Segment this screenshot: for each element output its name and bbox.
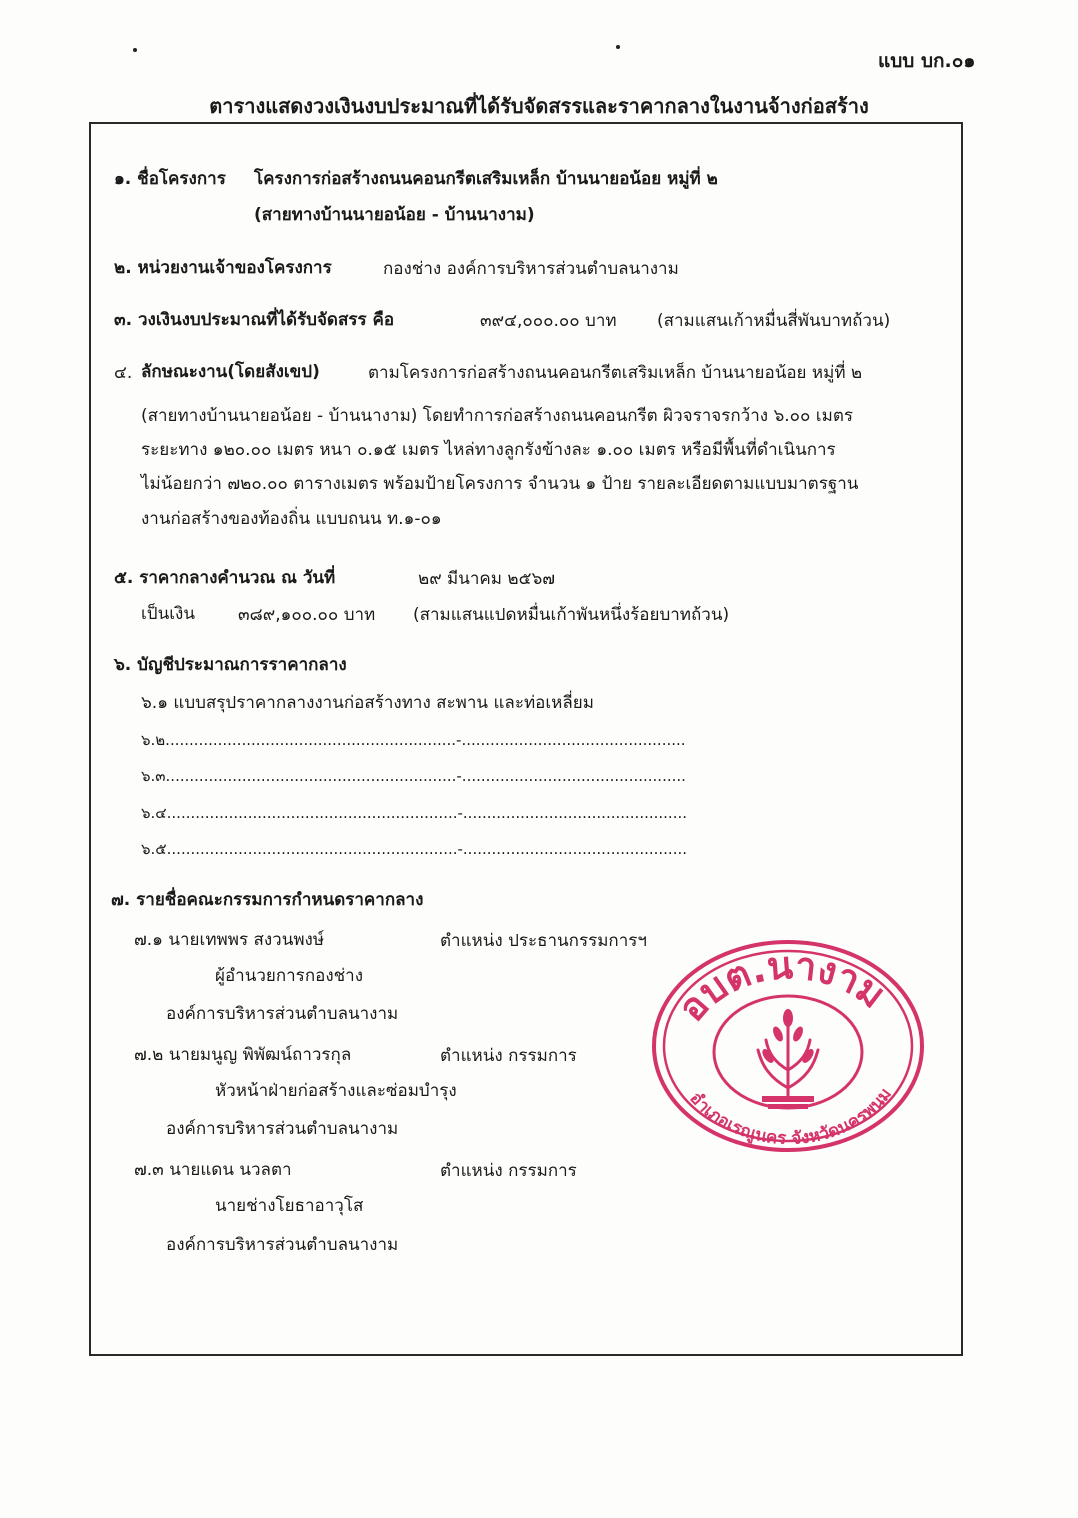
committee-member-position: ตำแหน่ง กรรมการ [440,1046,577,1066]
svg-text:อำเภอเรณูนคร จังหวัดนครพนม: อำเภอเรณูนคร จังหวัดนครพนม [685,1084,896,1149]
committee-member-position: ตำแหน่ง ประธานกรรมการฯ [440,931,647,951]
owner-agency-label: ๒. หน่วยงานเจ้าของโครงการ [114,258,332,278]
committee-member-name: ๗.๒ นายมนูญ พิพัฒน์ถาวรกุล [134,1045,352,1065]
median-price-date: ๒๙ มีนาคม ๒๕๖๗ [418,569,556,589]
work-desc-line: ไม่น้อยกว่า ๗๒๐.๐๐ ตารางเมตร พร้อมป้ายโครงการ จำนวน ๑ ป้าย รายละเอียดตามแบบมาตรฐาน [141,474,859,494]
median-price-amount-label: เป็นเงิน [141,604,195,624]
median-price-amount-text: (สามแสนแปดหมื่นเก้าพันหนึ่งร้อยบาทถ้วน) [413,605,730,625]
work-desc-line: ระยะทาง ๑๒๐.๐๐ เมตร หนา ๐.๑๕ เมตร ไหล่ทางลูกรังข้างละ ๑.๐๐ เมตร หรือมีพื้นที่ดำเนินการ [141,440,836,460]
committee-member-title: หัวหน้าฝ่ายก่อสร้างและซ่อมบำรุง [215,1081,457,1101]
work-desc-line: งานก่อสร้างของท้องถิ่น แบบถนน ท.๑-๐๑ [141,509,442,529]
committee-member-org: องค์การบริหารส่วนตำบลนางาม [166,1235,399,1255]
estimate-list-label: ๖. บัญชีประมาณการราคากลาง [114,655,347,675]
median-price-label: ๕. ราคากลางคำนวณ ณ วันที่ [114,568,336,588]
svg-text:อบต.นางาม: อบต.นางาม [669,943,894,1030]
scan-speck [616,45,620,49]
official-seal-stamp [650,938,926,1154]
committee-label: ๗. รายชื่อคณะกรรมการกำหนดราคากลาง [111,890,424,910]
estimate-list-item: ๖.๑ แบบสรุปราคากลางงานก่อสร้างทาง สะพาน และท่อเหลี่ยม [141,693,594,713]
project-name-value: โครงการก่อสร้างถนนคอนกรีตเสริมเหล็ก บ้านนายอน้อย หมู่ที่ ๒ [254,169,718,189]
committee-member-position: ตำแหน่ง กรรมการ [440,1161,577,1181]
work-desc-label: ลักษณะงาน(โดยสังเขป) [141,362,320,382]
work-desc-number: ๔. [114,363,133,383]
committee-member-name: ๗.๑ นายเทพพร สงวนพงษ์ [134,930,325,950]
committee-member-org: องค์การบริหารส่วนตำบลนางาม [166,1119,399,1139]
committee-member-title: ผู้อำนวยการกองช่าง [215,966,364,986]
work-desc-line: ตามโครงการก่อสร้างถนนคอนกรีตเสริมเหล็ก บ้านนายอน้อย หมู่ที่ ๒ [368,363,863,383]
committee-member-name: ๗.๓ นายแดน นวลตา [134,1160,292,1180]
committee-member-org: องค์การบริหารส่วนตำบลนางาม [166,1004,399,1024]
document-title: ตารางแสดงวงเงินงบประมาณที่ได้รับจัดสรรและราคากลางในงานจ้างก่อสร้าง [209,94,869,118]
budget-amount: ๓๙๔,๐๐๐.๐๐ บาท [480,311,617,331]
estimate-list-blank-line: ๖.๒.............................................................-............................................... [141,731,686,749]
median-price-amount: ๓๘๙,๑๐๐.๐๐ บาท [238,605,376,625]
project-name-label: ๑. ชื่อโครงการ [114,169,226,189]
estimate-list-blank-line: ๖.๓.............................................................-............................................... [141,767,686,785]
form-code: แบบ บก.๐๑ [878,50,976,72]
budget-label: ๓. วงเงินงบประมาณที่ได้รับจัดสรร คือ [114,310,395,330]
scan-speck [133,48,137,52]
estimate-list-blank-line: ๖.๕.............................................................-............................................... [141,840,688,858]
estimate-list-blank-line: ๖.๔.............................................................-............................................... [141,804,688,822]
project-name-route: (สายทางบ้านนายอน้อย - บ้านนางาม) [254,205,535,225]
committee-member-title: นายช่างโยธาอาวุโส [215,1196,364,1216]
owner-agency-value: กองช่าง องค์การบริหารส่วนตำบลนางาม [383,259,679,279]
work-desc-line: (สายทางบ้านนายอน้อย - บ้านนางาม) โดยทำการก่อสร้างถนนคอนกรีต ผิวจราจรกว้าง ๖.๐๐ เมตร [141,406,853,426]
budget-amount-text: (สามแสนเก้าหมื่นสี่พันบาทถ้วน) [657,311,891,331]
